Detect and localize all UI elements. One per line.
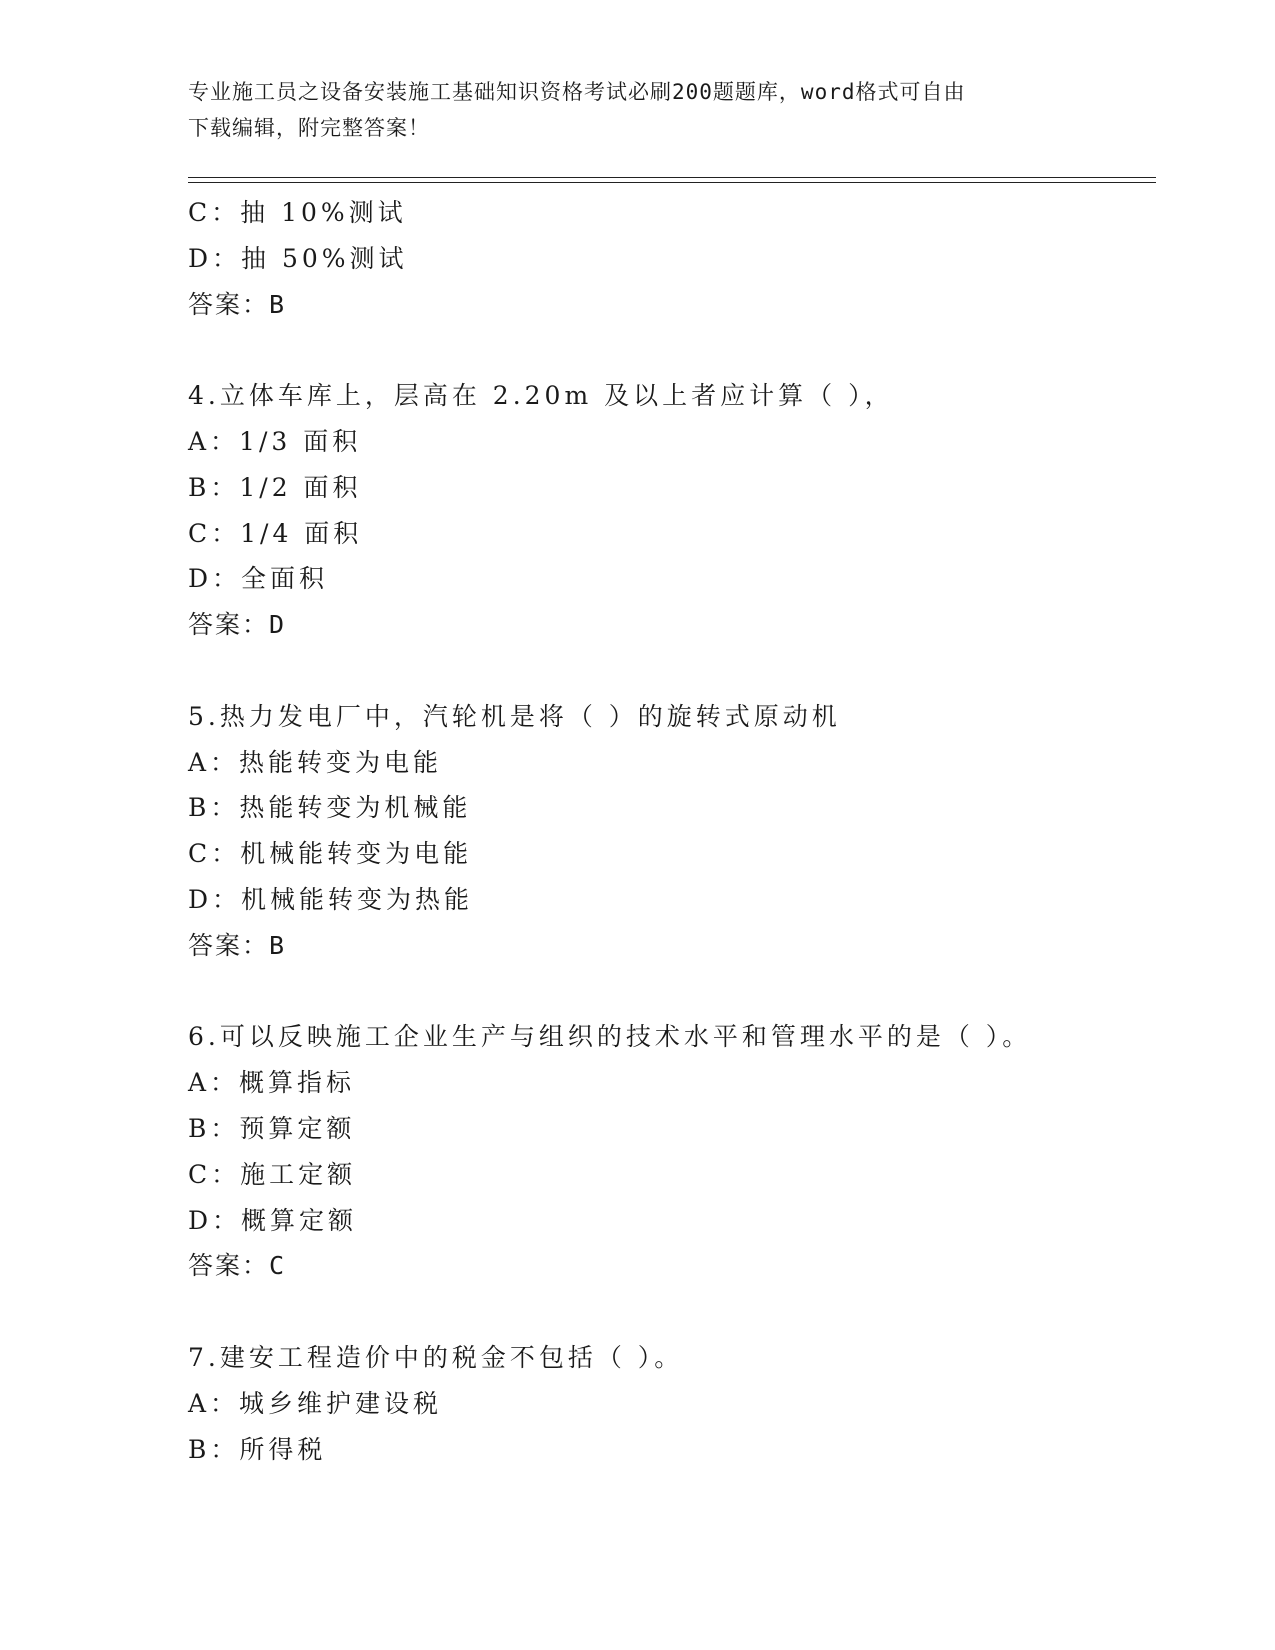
question-title: 4.立体车库上，层高在 2.20m 及以上者应计算（ ），: [188, 381, 894, 411]
option-b: B：所得税: [188, 1434, 327, 1464]
option-d: D：全面积: [188, 564, 329, 594]
option-b: B：1/2 面积: [188, 472, 362, 502]
option-a: A：概算指标: [188, 1068, 356, 1098]
spacer: [188, 327, 1156, 373]
spacer: [188, 648, 1156, 694]
option-c: C：抽 10%测试: [188, 198, 407, 227]
question-6: [188, 1014, 1156, 1289]
question-4: [188, 373, 1156, 648]
option-a: A：1/3 面积: [188, 426, 362, 456]
option-a: A：城乡维护建设税: [188, 1388, 443, 1418]
spacer: [188, 1289, 1156, 1335]
question-5: [188, 694, 1156, 969]
question-list: [188, 190, 1156, 1472]
answer-line: 答案：D: [188, 610, 287, 640]
header-rule-bottom: [188, 182, 1156, 183]
header-line-1: 专业施工员之设备安装施工基础知识资格考试必刷200题题库，word格式可自由: [188, 80, 966, 104]
option-c: C：施工定额: [188, 1159, 357, 1189]
answer-line: 答案：B: [188, 930, 287, 960]
spacer: [188, 969, 1156, 1015]
answer-line: 答案：C: [188, 1251, 287, 1281]
option-b: B：热能转变为机械能: [188, 793, 472, 823]
document-header: [188, 74, 1088, 146]
question-7: [188, 1335, 1156, 1472]
option-d: D：概算定额: [188, 1205, 358, 1235]
option-d: D：机械能转变为热能: [188, 884, 474, 914]
question-3-tail: [188, 190, 1156, 327]
answer-line: 答案：B: [188, 289, 287, 319]
option-c: C：1/4 面积: [188, 518, 363, 548]
option-c: C：机械能转变为电能: [188, 839, 473, 869]
question-title: 5.热力发电厂中，汽轮机是将（ ）的旋转式原动机: [188, 701, 841, 731]
header-rule-top: [188, 177, 1156, 178]
option-a: A：热能转变为电能: [188, 747, 443, 777]
header-line-2: 下载编辑，附完整答案！: [188, 116, 430, 140]
question-title: 6.可以反映施工企业生产与组织的技术水平和管理水平的是（ ）。: [188, 1022, 1032, 1052]
option-b: B：预算定额: [188, 1113, 356, 1143]
option-d: D：抽 50%测试: [188, 243, 408, 273]
question-title: 7.建安工程造价中的税金不包括（ ）。: [188, 1342, 684, 1372]
